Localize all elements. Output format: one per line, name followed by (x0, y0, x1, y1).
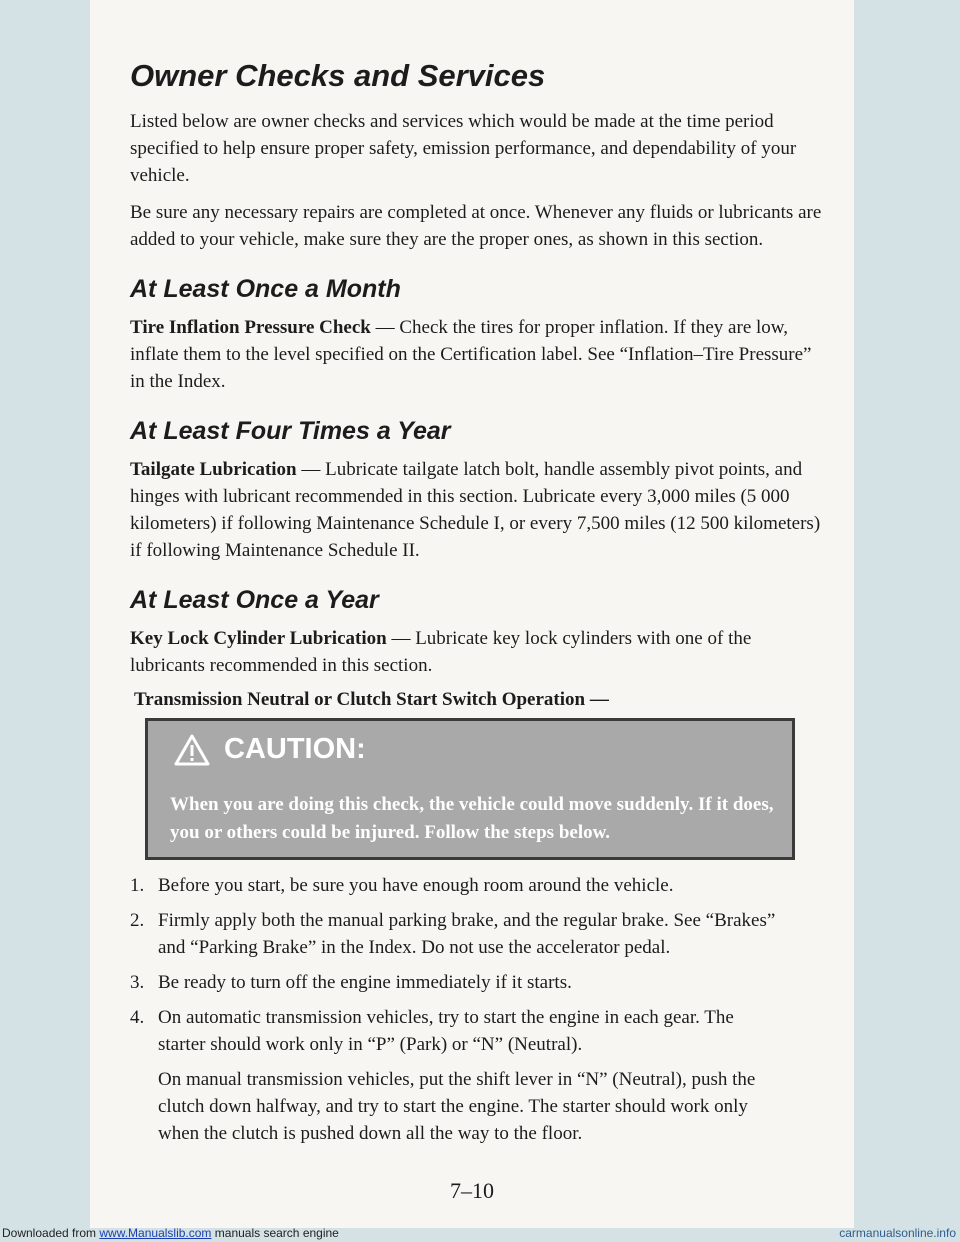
caution-header (174, 733, 366, 766)
key-lock-body: — Lubricate key lock cylinders with one of the lubricants recommended in this section. (130, 628, 752, 676)
step-extra-text: On manual transmission vehicles, put the shift lever in “N” (Neutral), push the clutch down halfway, and try to start the engine. The starter should work only when the clutch is pushed down all the way to the floor. (158, 1069, 756, 1144)
step-text: Be ready to turn off the engine immediately if it starts. (158, 972, 572, 993)
section-heading-monthly: At Least Once a Month (130, 275, 401, 303)
step-text-group (158, 1004, 780, 1147)
list-item (130, 872, 780, 899)
intro-paragraph-2: Be sure any necessary repairs are completed at once. Whenever any fluids or lubricants are added to your vehicle, make sure they are the proper ones, as shown in this section. (130, 202, 822, 250)
caution-box (145, 718, 795, 860)
list-item (130, 969, 780, 996)
page-title: Owner Checks and Services (130, 58, 546, 93)
caution-label: CAUTION: (224, 733, 366, 765)
watermark: carmanualsonline.info (839, 1226, 956, 1240)
key-lock-lead: Key Lock Cylinder Lubrication (130, 628, 387, 649)
step-number: 2. (130, 910, 145, 931)
download-footer (2, 1226, 339, 1240)
manualslib-link[interactable]: www.Manualslib.com (99, 1226, 212, 1240)
step-text: On automatic transmission vehicles, try to start the engine in each gear. The starter should work only in “P” (Park) or “N” (Neutral). (158, 1007, 734, 1055)
section-paragraph-yearly (130, 625, 830, 679)
section-heading-quarterly: At Least Four Times a Year (130, 417, 451, 445)
warning-triangle-icon (174, 734, 210, 766)
intro-paragraph-1: Listed below are owner checks and services which would be made at the time period specified to help ensure proper safety, emission performance, and dependability of your vehicle. (130, 111, 797, 186)
step-number: 1. (130, 875, 145, 896)
page-content (130, 58, 830, 711)
step-text: Before you start, be sure you have enough room around the vehicle. (158, 875, 674, 896)
footer-suffix: manuals search engine (211, 1226, 339, 1240)
caution-text: When you are doing this check, the vehicle could move suddenly. If it does, you or others could be injured. Follow the steps below. (170, 794, 774, 843)
tire-check-lead: Tire Inflation Pressure Check (130, 317, 371, 338)
step-number: 4. (130, 1007, 145, 1028)
tire-check-body: — Check the tires for proper inflation. If they are low, inflate them to the level specified on the Certification label. See “Inflation–Tire Pressure” in the Index. (130, 317, 812, 392)
section-heading-yearly: At Least Once a Year (130, 586, 379, 614)
tailgate-body: — Lubricate tailgate latch bolt, handle assembly pivot points, and hinges with lubricant recommended in this section. Lubricate every 3,000 miles (5 000 kilometers) if following Maintenance Schedule I, or every 7,500 miles (12 500 kilometers) if following Maintenance Schedule II. (130, 459, 821, 561)
list-item (130, 907, 780, 961)
tailgate-lead: Tailgate Lubrication (130, 459, 297, 480)
section-paragraph-quarterly (130, 456, 830, 564)
section-paragraph-monthly (130, 314, 830, 395)
step-number: 3. (130, 972, 145, 993)
transmission-switch-lead: Transmission Neutral or Clutch Start Switch Operation — (134, 689, 609, 710)
list-item (130, 1004, 780, 1147)
step-text: Firmly apply both the manual parking brake, and the regular brake. See “Brakes” and “Parking Brake” in the Index. Do not use the accelerator pedal. (158, 910, 776, 958)
footer-prefix: Downloaded from (2, 1226, 100, 1240)
steps-list (130, 872, 780, 1155)
page-number: 7–10 (450, 1178, 494, 1203)
